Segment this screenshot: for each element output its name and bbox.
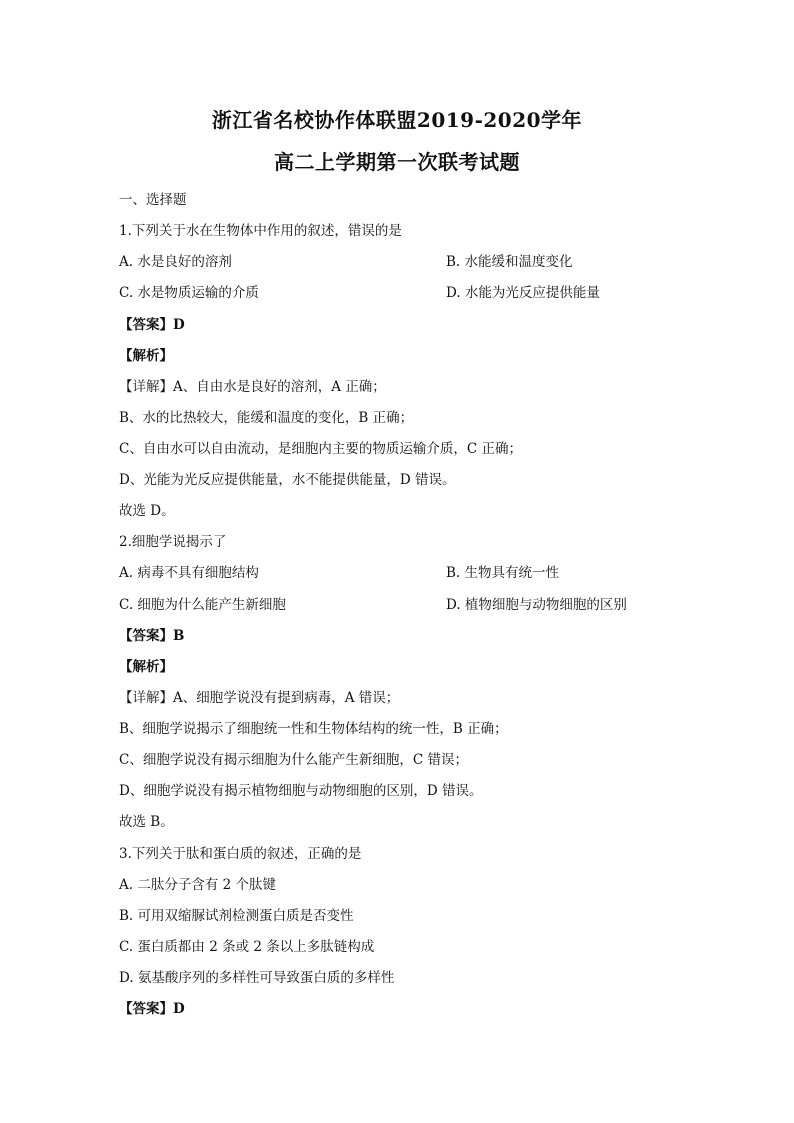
question-3-answer: 【答案】D xyxy=(119,1001,185,1017)
question-2-answer: 【答案】B xyxy=(119,628,185,644)
document-title-line1: 浙江省名校协作体联盟2019-2020学年 xyxy=(211,108,583,132)
question-2-stem: 2.细胞学说揭示了 xyxy=(119,534,227,550)
question-1-stem: 1.下列关于水在生物体中作用的叙述，错误的是 xyxy=(119,223,402,239)
question-1-option-b: B. 水能缓和温度变化 xyxy=(446,254,573,270)
question-2-option-b: B. 生物具有统一性 xyxy=(446,565,560,581)
question-2-option-a: A. 病毒不具有细胞结构 xyxy=(119,565,259,581)
question-1-detail: 【详解】A、自由水是良好的溶剂，A 正确； xyxy=(119,379,386,395)
question-2-detail: 【详解】A、细胞学说没有提到病毒，A 错误； xyxy=(119,690,400,706)
question-3-option-c: C. 蛋白质都由 2 条或 2 条以上多肽链构成 xyxy=(119,939,375,955)
section-heading: 一、选择题 xyxy=(119,192,187,208)
question-2-option-c: C. 细胞为什么能产生新细胞 xyxy=(119,597,286,613)
question-1-option-c: C. 水是物质运输的介质 xyxy=(119,285,259,301)
question-1-analysis-label: 【解析】 xyxy=(119,348,173,364)
question-3-option-a: A. 二肽分子含有 2 个肽键 xyxy=(119,877,277,893)
question-3-option-b: B. 可用双缩脲试剂检测蛋白质是否变性 xyxy=(119,908,354,924)
question-2-explanation-d: D、细胞学说没有揭示植物细胞与动物细胞的区别，D 错误。 xyxy=(119,783,483,799)
question-1-conclusion: 故选 D。 xyxy=(119,503,175,519)
question-3-stem: 3.下列关于肽和蛋白质的叙述，正确的是 xyxy=(119,846,362,862)
document-title-line2: 高二上学期第一次联考试题 xyxy=(274,150,520,174)
question-2-option-d: D. 植物细胞与动物细胞的区别 xyxy=(446,597,627,613)
question-3-option-d: D. 氨基酸序列的多样性可导致蛋白质的多样性 xyxy=(119,970,395,986)
question-1-explanation-c: C、自由水可以自由流动，是细胞内主要的物质运输介质，C 正确； xyxy=(119,441,522,457)
question-1-option-d: D. 水能为光反应提供能量 xyxy=(446,285,600,301)
question-1-explanation-d: D、光能为光反应提供能量，水不能提供能量，D 错误。 xyxy=(119,472,456,488)
question-1-explanation-b: B、水的比热较大，能缓和温度的变化，B 正确； xyxy=(119,410,414,426)
question-2-analysis-label: 【解析】 xyxy=(119,659,173,675)
question-2-explanation-c: C、细胞学说没有揭示细胞为什么能产生新细胞，C 错误； xyxy=(119,752,468,768)
question-2-explanation-b: B、细胞学说揭示了细胞统一性和生物体结构的统一性，B 正确； xyxy=(119,721,508,737)
question-2-conclusion: 故选 B。 xyxy=(119,814,174,830)
question-1-answer: 【答案】D xyxy=(119,317,185,333)
question-1-option-a: A. 水是良好的溶剂 xyxy=(119,254,232,270)
